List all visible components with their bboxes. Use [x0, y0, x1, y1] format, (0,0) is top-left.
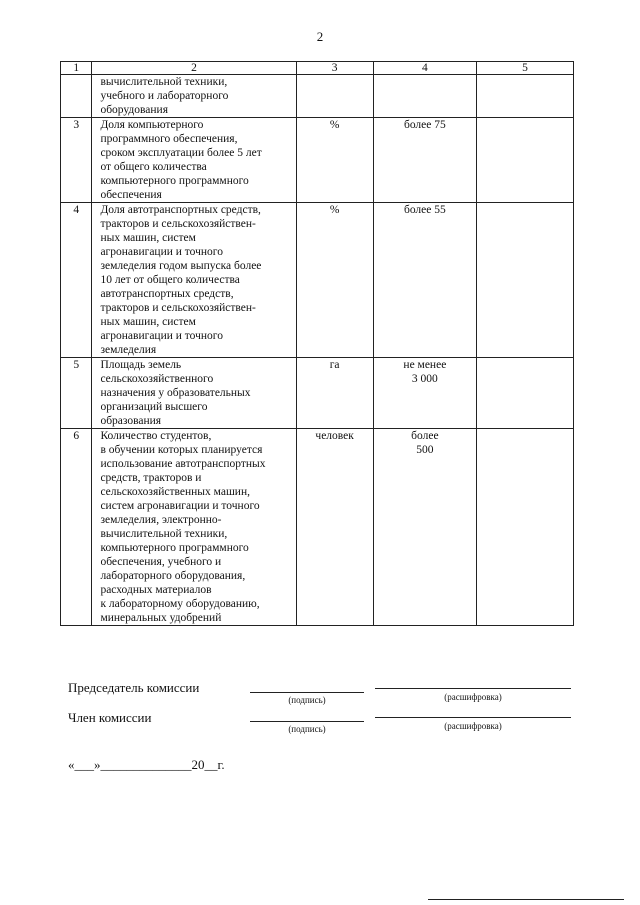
unit: га	[329, 359, 340, 371]
chairman-signature-caption: (подпись)	[288, 695, 326, 705]
value: более 75	[403, 119, 446, 131]
chairman-signature-line	[250, 692, 364, 693]
table-row	[61, 118, 574, 203]
indicators-table	[60, 61, 574, 626]
table-row	[61, 75, 574, 118]
value: более 55	[403, 204, 446, 216]
chairman-decoding-line	[375, 688, 571, 689]
header-col-4: 4	[373, 62, 476, 75]
page-number: 2	[316, 29, 324, 44]
indicator-name: Количество студентов, в обучении которых планируется использование автотранспортных средств, тракторов и сельскохозяйственных машин, систем агронавигации и точного земледелия, электронно- вычислительной техники, компьютерного программного обеспечения, учебного и лабораторного оборудования, расходных материалов к лабораторному оборудованию, минеральных удобрений	[100, 430, 266, 624]
value: более 500	[411, 430, 439, 456]
header-col-3: 3	[296, 62, 373, 75]
unit: %	[329, 204, 340, 216]
header-col-5: 5	[477, 62, 574, 75]
value: не менее 3 000	[403, 359, 447, 385]
unit: %	[329, 119, 340, 131]
table-row	[61, 429, 574, 626]
row-number: 4	[73, 204, 80, 216]
bottom-rule	[428, 899, 624, 900]
row-number: 5	[73, 359, 80, 371]
member-label: Член комиссии	[68, 710, 152, 725]
table-header-row	[61, 62, 574, 75]
chairman-label: Председатель комиссии	[68, 680, 200, 695]
member-signature-line	[250, 721, 364, 722]
unit: человек	[315, 430, 354, 442]
member-signature-caption: (подпись)	[288, 724, 326, 734]
indicator-name: Доля автотранспортных средств, тракторов и сельскохозяйствен- ных машин, систем агронавигации и точного земледелия годом выпуска более 10 лет от общего количества автотранспортных средств, тракторов и сельскохозяйствен- ных машин, систем агронавигации и точного земледелия	[100, 204, 262, 356]
row-number: 3	[73, 119, 80, 131]
date-line: «___»______________20__г.	[68, 757, 225, 772]
chairman-decoding-caption: (расшифровка)	[444, 692, 502, 702]
indicator-name: вычислительной техники, учебного и лабораторного оборудования	[100, 76, 229, 116]
header-col-1: 1	[61, 62, 92, 75]
indicator-name: Площадь земель сельскохозяйственного назначения у образовательных организаций высшего образования	[100, 359, 251, 427]
member-decoding-line	[375, 717, 571, 718]
header-col-2: 2	[92, 62, 296, 75]
row-number: 6	[73, 430, 80, 442]
member-decoding-caption: (расшифровка)	[444, 721, 502, 731]
table-row	[61, 203, 574, 358]
table-row	[61, 358, 574, 429]
indicator-name: Доля компьютерного программного обеспечения, сроком эксплуатации более 5 лет от общего количества компьютерного программного обеспечения	[100, 119, 262, 201]
